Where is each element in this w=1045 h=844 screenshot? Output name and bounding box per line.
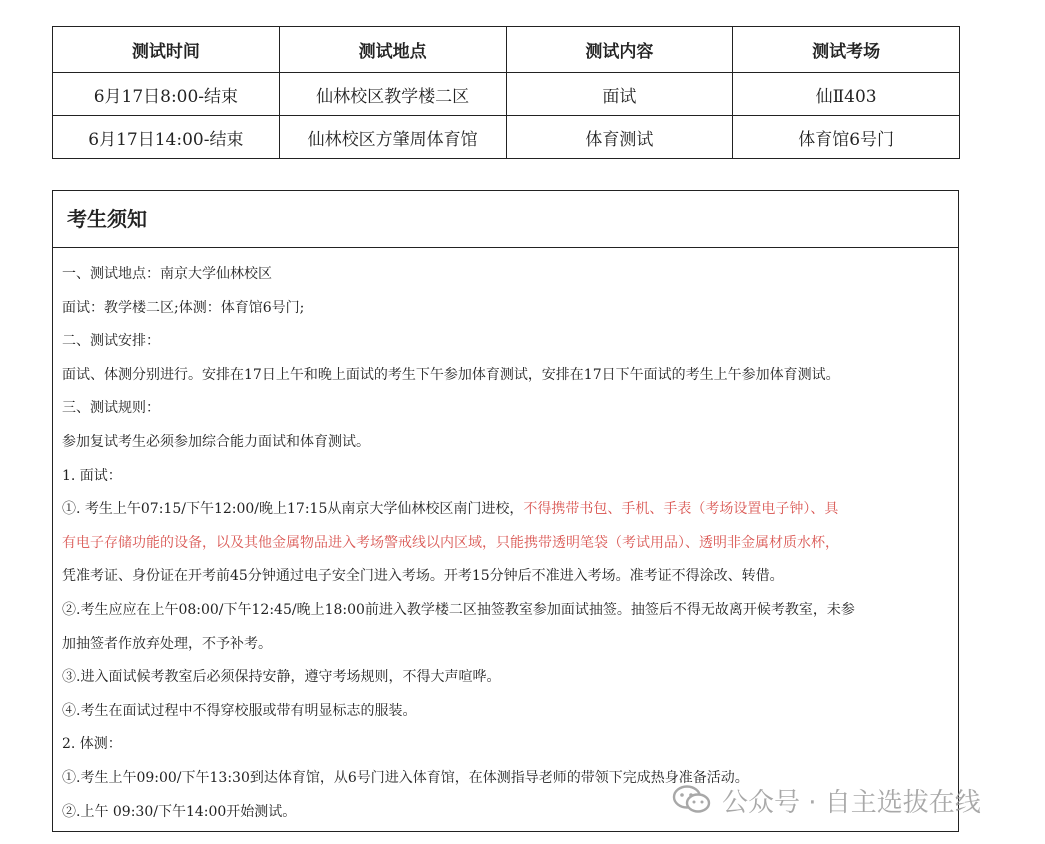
table-cell-time: 6月17日8:00-结束 xyxy=(53,73,280,116)
notice-line: ③.进入面试候考教室后必须保持安静，遵守考场规则，不得大声喧哗。 xyxy=(62,669,501,686)
table-cell-content: 体育测试 xyxy=(506,116,733,159)
notice-line-highlight: 不得携带书包、手机、手表（考场设置电子钟）、具 xyxy=(523,501,839,518)
notice-line: 加抽签者作放弃处理，不予补考。 xyxy=(62,635,272,652)
notice-line: 二、测试安排： xyxy=(62,333,160,350)
notice-line: 2. 体测： xyxy=(62,736,122,753)
notice-line: 一、测试地点：南京大学仙林校区 xyxy=(62,266,272,282)
notice-line: 凭准考证、身份证在开考前45分钟通过电子安全门进入考场。开考15分钟后不准进入考场。准考证不得涂改、转借。 xyxy=(62,568,784,585)
notice-line: 面试、体测分别进行。安排在17日上午和晚上面试的考生下午参加体育测试，安排在17日下午面试的考生上午参加体育测试。 xyxy=(62,366,840,383)
notice-line: 面试：教学楼二区;体测：体育馆6号门; xyxy=(62,299,305,316)
notice-line: 1. 面试： xyxy=(62,467,122,484)
table-row xyxy=(53,73,960,116)
table-row xyxy=(53,116,960,159)
wechat-icon xyxy=(672,785,712,815)
notice-box xyxy=(52,190,959,832)
table-cell-location: 仙林校区教学楼二区 xyxy=(279,73,506,116)
notice-line: 参加复试考生必须参加综合能力面试和体育测试。 xyxy=(62,433,370,450)
notice-title: 考生须知 xyxy=(53,191,958,248)
notice-line-highlight: 有电子存储功能的设备，以及其他金属物品进入考场警戒线以内区域，只能携带透明笔袋（考试用品）、透明非金属材质水杯， xyxy=(62,534,839,551)
table-cell-content: 面试 xyxy=(506,73,733,116)
notice-line xyxy=(62,493,950,527)
notice-body xyxy=(53,248,958,829)
notice-line-normal: ①. 考生上午07:15/下午12:00/晚上17:15从南京大学仙林校区南门进校， xyxy=(62,501,524,518)
header-location: 测试地点 xyxy=(279,27,506,73)
table-cell-room: 体育馆6号门 xyxy=(733,116,960,159)
header-content: 测试内容 xyxy=(506,27,733,73)
notice-line: ①.考生上午09:00/下午13:30到达体育馆，从6号门进入体育馆，在体测指导老师的带领下完成热身准备活动。 xyxy=(62,769,749,786)
table-cell-location: 仙林校区方肇周体育馆 xyxy=(279,116,506,159)
notice-line: ②.考生应应在上午08:00/下午12:45/晚上18:00前进入教学楼二区抽签教室参加面试抽签。抽签后不得无故离开候考教室，未参 xyxy=(62,601,855,618)
watermark xyxy=(672,780,981,820)
notice-line: ②.上午 09:30/下午14:00开始测试。 xyxy=(62,803,297,820)
header-room: 测试考场 xyxy=(733,27,960,73)
schedule-table xyxy=(52,26,960,159)
header-time: 测试时间 xyxy=(53,27,280,73)
table-cell-room: 仙Ⅱ403 xyxy=(733,73,960,116)
table-cell-time: 6月17日14:00-结束 xyxy=(53,116,280,159)
notice-line: 三、测试规则： xyxy=(62,400,160,417)
table-header-row xyxy=(53,27,960,73)
watermark-text: 公众号 · 自主选拔在线 xyxy=(722,787,981,818)
notice-line: ④.考生在面试过程中不得穿校服或带有明显标志的服装。 xyxy=(62,702,417,719)
